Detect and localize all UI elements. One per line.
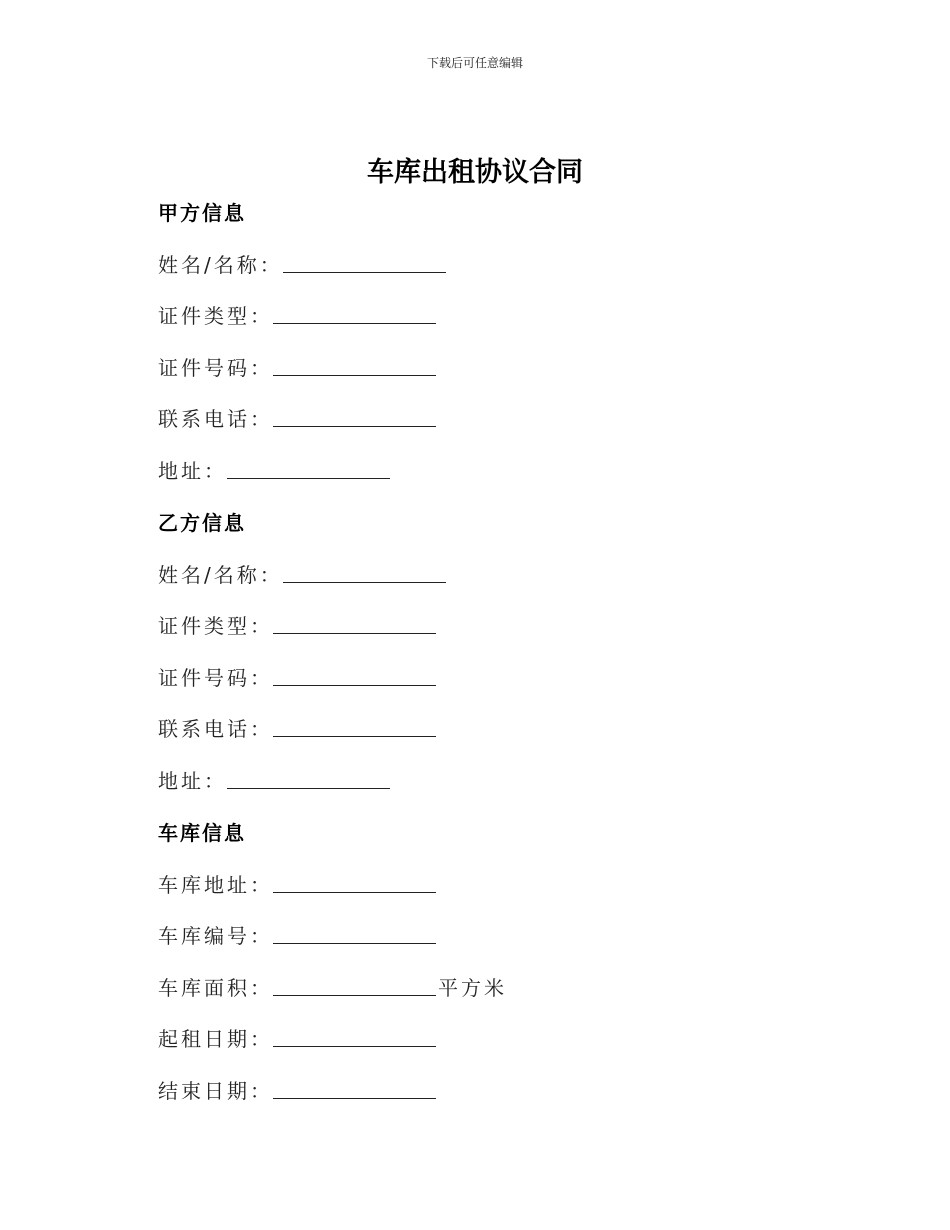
page-header-note: 下载后可任意编辑 (426, 56, 523, 70)
party-b-name-field (158, 559, 446, 588)
garage-heading: 车库信息 (158, 821, 246, 845)
blank-line (273, 322, 436, 324)
garage-end-date-field (158, 1075, 436, 1104)
garage-start-date-field (158, 1023, 436, 1052)
party-a-id-type-field (158, 300, 436, 329)
blank-line (273, 684, 436, 686)
blank-line (227, 477, 390, 479)
blank-line (273, 632, 436, 634)
field-label: 车库面积： (158, 976, 273, 1000)
field-label: 联系电话： (158, 407, 273, 431)
field-label: 车库地址： (158, 873, 273, 897)
party-a-name-field (158, 249, 446, 278)
blank-line (273, 1045, 436, 1047)
blank-line (273, 425, 436, 427)
party-b-id-number-field (158, 662, 436, 691)
garage-area-field (158, 972, 507, 1001)
field-label: 结束日期： (158, 1079, 273, 1103)
field-label: 联系电话： (158, 717, 273, 741)
field-label: 证件号码： (158, 666, 273, 690)
blank-line (273, 891, 436, 893)
field-label: 证件类型： (158, 614, 273, 638)
field-label: 地址： (158, 459, 227, 483)
area-unit: 平方米 (438, 976, 507, 1000)
blank-line (273, 374, 436, 376)
party-b-phone-field (158, 713, 436, 742)
blank-line (273, 942, 436, 944)
field-label: 车库编号： (158, 924, 273, 948)
party-b-heading: 乙方信息 (158, 511, 246, 535)
field-label: 姓名/名称： (158, 563, 283, 587)
blank-line (283, 581, 446, 583)
blank-line (227, 787, 390, 789)
party-b-address-field (158, 765, 390, 794)
field-label: 证件号码： (158, 356, 273, 380)
field-label: 地址： (158, 769, 227, 793)
blank-line (273, 994, 436, 996)
party-a-address-field (158, 455, 390, 484)
blank-line (273, 1097, 436, 1099)
document-title: 车库出租协议合同 (367, 157, 583, 188)
party-a-phone-field (158, 403, 436, 432)
garage-number-field (158, 920, 436, 949)
blank-line (273, 735, 436, 737)
party-a-id-number-field (158, 352, 436, 381)
field-label: 证件类型： (158, 304, 273, 328)
party-b-id-type-field (158, 610, 436, 639)
field-label: 起租日期： (158, 1027, 273, 1051)
party-a-heading: 甲方信息 (158, 201, 246, 225)
field-label: 姓名/名称： (158, 253, 283, 277)
garage-address-field (158, 869, 436, 898)
blank-line (283, 271, 446, 273)
